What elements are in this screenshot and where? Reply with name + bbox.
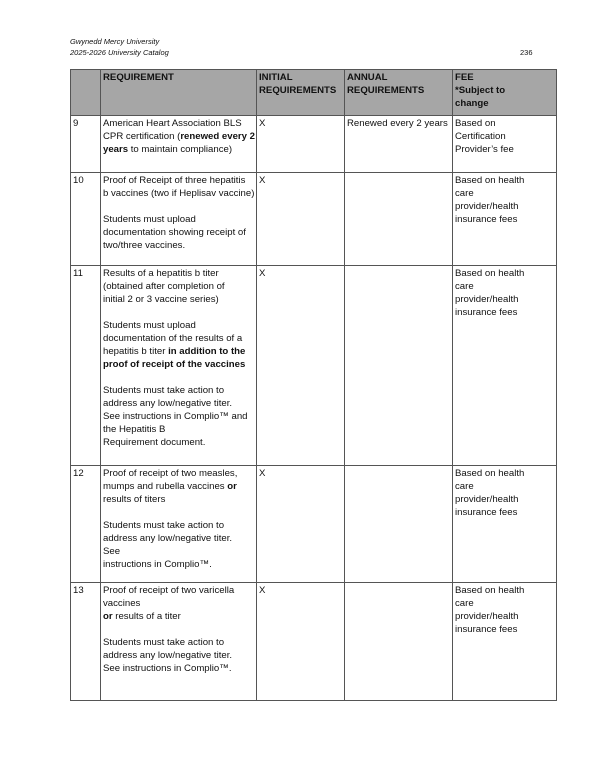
requirement-text: two/three vaccines. [103,240,186,251]
column-header [101,70,257,116]
requirement-text: Students must take action to [103,385,225,396]
requirement-text: address any low/negative titer. [103,398,233,409]
column-header [345,70,453,116]
initial-mark: X [259,585,266,596]
requirement-line [103,519,255,532]
fee-line: provider/health [455,494,519,505]
requirement-cell [101,583,257,701]
initial-cell [257,116,345,173]
requirement-line [103,423,255,436]
header-line: ANNUAL [347,72,388,83]
requirement-line [103,493,255,506]
header-line: REQUIREMENTS [347,85,425,96]
requirement-line [103,623,255,636]
requirement-text: Students must take action to [103,637,225,648]
requirement-line [103,558,255,571]
requirement-text: results of titers [103,494,166,505]
requirement-line [103,345,255,358]
requirement-line [103,545,255,558]
requirements-table [70,69,557,701]
requirement-text: Proof of receipt of two measles, [103,468,238,479]
requirement-line [103,280,255,293]
requirement-line [103,371,255,384]
table-row [71,583,557,701]
requirement-text: years [103,144,129,155]
requirement-text: or [103,611,113,622]
row-number: 10 [73,175,84,186]
requirement-cell [101,266,257,466]
requirement-line [103,506,255,519]
requirement-text: American Heart Association BLS [103,118,242,129]
column-header [257,70,345,116]
fee-line: provider/health [455,294,519,305]
table-row [71,266,557,466]
fee-line: care [455,188,474,199]
requirement-line [103,226,255,239]
requirement-line [103,532,255,545]
annual-cell [345,116,453,173]
requirement-text: to maintain compliance) [128,144,233,155]
requirement-line [103,358,255,371]
requirement-text: See [103,546,121,557]
requirement-line [103,213,255,226]
row-number: 13 [73,585,84,596]
requirement-line [103,610,255,623]
fee-cell [453,116,557,173]
column-header [71,70,101,116]
fee-line: Based on health [455,585,525,596]
requirement-cell [101,173,257,266]
requirement-text: address any low/negative titer. [103,650,233,661]
row-number-cell [71,173,101,266]
table-row [71,116,557,173]
requirement-cell [101,466,257,583]
fee-line: Based on health [455,268,525,279]
fee-line: care [455,598,474,609]
fee-line: Based on [455,118,496,129]
requirement-text: results of a titer [112,611,181,622]
fee-line: insurance fees [455,214,518,225]
fee-line: Certification [455,131,506,142]
requirement-line [103,467,255,480]
table-row [71,173,557,266]
row-number: 11 [73,268,83,279]
requirement-line [103,200,255,213]
fee-line: Provider’s fee [455,144,514,155]
table-row [71,466,557,583]
fee-line: care [455,281,474,292]
requirement-line [103,397,255,410]
requirement-text: hepatitis b titer [103,346,169,357]
requirement-line [103,130,255,143]
requirement-text: Students must take action to [103,520,225,531]
header-line [73,71,99,84]
requirement-text: Students must upload [103,214,196,225]
fee-cell [453,266,557,466]
initial-cell [257,266,345,466]
requirement-line [103,293,255,306]
fee-line: Based on health [455,468,525,479]
initial-mark: X [259,268,266,279]
requirement-text: See instructions in Complio™ and [103,411,248,422]
requirement-line [103,239,255,252]
row-number-cell [71,583,101,701]
annual-cell [345,266,453,466]
row-number: 12 [73,468,84,479]
header-line: FEE [455,72,474,83]
requirement-line [103,143,255,156]
requirement-line [103,436,255,449]
initial-mark: X [259,118,266,129]
requirement-line [103,117,255,130]
annual-cell [345,583,453,701]
requirement-text: Results of a hepatitis b titer [103,268,219,279]
requirement-text: Requirement document. [103,437,206,448]
row-number-cell [71,466,101,583]
university-name: Gwynedd Mercy University [70,37,160,46]
requirement-text: or [227,481,237,492]
fee-line: Based on health [455,175,525,186]
row-number: 9 [73,118,79,129]
requirement-text: in addition to the [168,346,246,357]
header-line: INITIAL [259,72,293,83]
header-line: *Subject to [455,85,506,96]
requirement-text: (obtained after completion of [103,281,225,292]
requirement-line [103,267,255,280]
fee-cell [453,173,557,266]
header-line: REQUIREMENTS [259,85,337,96]
requirement-line [103,480,255,493]
table-header-row [71,70,557,116]
annual-text: Renewed every 2 years [347,118,448,129]
requirement-text: address any low/negative titer. [103,533,233,544]
row-number-cell [71,266,101,466]
requirement-text: documentation showing receipt of [103,227,246,238]
requirement-text: documentation of the results of a [103,333,243,344]
fee-line: insurance fees [455,507,518,518]
annual-cell [345,466,453,583]
requirement-line [103,306,255,319]
requirement-text: Students must upload [103,320,196,331]
initial-mark: X [259,468,266,479]
initial-cell [257,466,345,583]
requirement-text: vaccines [103,598,141,609]
requirement-text: renewed every 2 [180,131,255,142]
requirement-line [103,332,255,345]
initial-cell [257,173,345,266]
fee-line: insurance fees [455,307,518,318]
annual-cell [345,173,453,266]
requirement-line [103,649,255,662]
fee-line: provider/health [455,611,519,622]
catalog-title: 2025-2026 University Catalog [70,48,169,57]
fee-line: provider/health [455,201,519,212]
initial-cell [257,583,345,701]
requirement-line [103,584,255,597]
requirement-line [103,597,255,610]
requirement-text: instructions in Complio™. [103,559,212,570]
fee-cell [453,466,557,583]
header-line: REQUIREMENT [103,72,174,83]
requirement-cell [101,116,257,173]
requirement-text: Proof of Receipt of three hepatitis [103,175,246,186]
requirement-text: CPR certification ( [103,131,181,142]
requirement-line [103,174,255,187]
initial-mark: X [259,175,266,186]
requirement-text: b vaccines (two if Heplisav vaccine) [103,188,255,199]
requirement-line [103,384,255,397]
requirement-text: initial 2 or 3 vaccine series) [103,294,219,305]
column-header [453,70,557,116]
requirement-line [103,319,255,332]
page-number: 236 [520,48,533,57]
row-number-cell [71,116,101,173]
requirement-text: proof of receipt of the vaccines [103,359,246,370]
fee-line: care [455,481,474,492]
requirement-line [103,187,255,200]
header-line: change [455,98,489,109]
requirement-line [103,662,255,675]
requirement-text: the Hepatitis B [103,424,166,435]
requirement-text: See instructions in Complio™. [103,663,232,674]
requirement-text: Proof of receipt of two varicella [103,585,235,596]
requirement-text: mumps and rubella vaccines [103,481,228,492]
requirement-line [103,410,255,423]
fee-cell [453,583,557,701]
fee-line: insurance fees [455,624,518,635]
requirement-line [103,636,255,649]
